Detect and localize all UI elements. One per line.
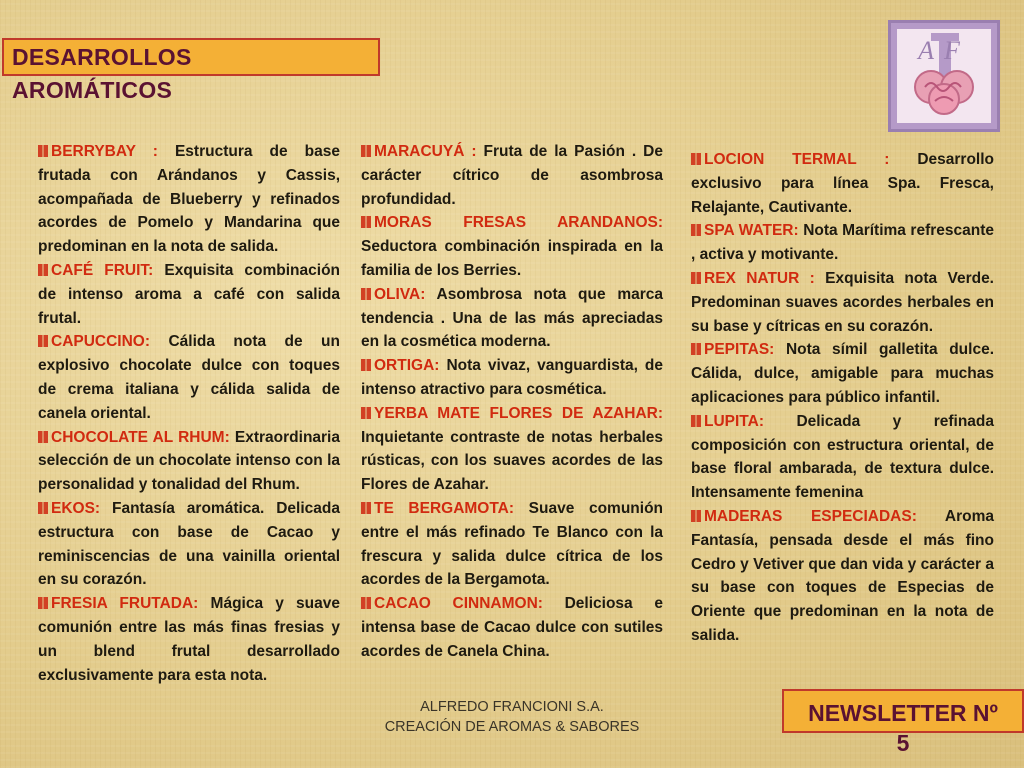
entry-desc: Estructura de base frutada con Arándanos y Cassis, acompañada de Blueberry y refinados acordes de Pomelo y Mandarina que predominan en la nota de salida.: [38, 143, 340, 256]
bullet-icon: [361, 502, 371, 514]
bullet-icon: [691, 343, 701, 355]
bullet-icon: [691, 415, 701, 427]
entry-name: CACAO CINNAMON:: [374, 595, 543, 613]
entry-desc: Nota Marítima refrescante , activa y motivante.: [691, 222, 994, 264]
entry-desc: Deliciosa e intensa base de Cacao dulce con sutiles acordes de Canela China.: [361, 595, 663, 660]
bullet-icon: [361, 597, 371, 609]
entry-desc: Asombrosa nota que marca tendencia . Una de las más apreciadas en la cosmética moderna.: [361, 285, 663, 351]
entry-desc: Extraordinaria selección de un chocolate intenso con la personalidad y tonalidad del Rhum.: [38, 428, 340, 494]
entry-yerba-mate: [361, 402, 663, 497]
entry-name: OLIVA:: [374, 285, 426, 303]
entry-name: CAPUCCINO:: [51, 333, 151, 351]
entry-name: FRESIA FRUTADA:: [51, 595, 199, 613]
entry-name: CHOCOLATE AL RHUM:: [51, 428, 230, 446]
entry-rex-natur: [691, 267, 994, 338]
bullet-icon: [38, 145, 48, 157]
entry-name: YERBA MATE FLORES DE AZAHAR:: [374, 404, 663, 422]
bullet-icon: [361, 407, 371, 419]
newsletter-label: [782, 698, 1024, 758]
entry-name: TE BERGAMOTA:: [374, 499, 515, 517]
entry-lupita: [691, 410, 994, 505]
entry-cacao-cinnamon: [361, 592, 663, 663]
entry-pepitas: [691, 338, 994, 409]
entry-desc: Delicada y refinada composición con estructura oriental, de base floral ambarada, de textura dulce. Intensamente femenina: [691, 412, 994, 502]
bullet-icon: [38, 335, 48, 347]
bullet-icon: [691, 510, 701, 522]
entry-maderas-especiadas: [691, 505, 994, 648]
entry-desc: Fruta de la Pasión . De carácter cítrico de asombrosa profundidad.: [361, 143, 663, 208]
entry-berrybay: [38, 140, 340, 259]
bullet-icon: [361, 359, 371, 371]
entry-desc: Inquietante contraste de notas herbales rústicas, con los suaves acordes de las Flores de Azahar.: [361, 428, 663, 494]
entry-moras-fresas-arandanos: [361, 211, 663, 282]
entry-desc: Nota vivaz, vanguardista, de intenso atractivo para cosmética.: [361, 357, 663, 398]
entry-name: LUPITA:: [704, 412, 764, 430]
entry-desc: Exquisita nota Verde. Predominan suaves acordes herbales en su base y cítricas en su corazón.: [691, 269, 994, 335]
bullet-icon: [691, 153, 701, 165]
entry-name: MORAS FRESAS ARANDANOS:: [374, 214, 663, 232]
newsletter-number: 5: [896, 730, 910, 756]
bullet-icon: [691, 224, 701, 236]
entry-fresia-frutada: [38, 592, 340, 687]
logo-inner: [897, 29, 991, 123]
entry-desc: Desarrollo exclusivo para línea Spa. Fresca, Relajante, Cautivante.: [691, 151, 995, 216]
company-logo: [888, 20, 1000, 132]
column-middle: [361, 140, 663, 664]
entry-chocolate-al-rhum: [38, 426, 340, 497]
page-title-line1: DESARROLLOS: [12, 44, 192, 70]
entry-maracuya: [361, 140, 663, 211]
entry-name: PEPITAS:: [704, 341, 775, 359]
footer-company: ALFREDO FRANCIONI S.A.: [420, 699, 604, 715]
entry-name: ORTIGA:: [374, 357, 440, 375]
bullet-icon: [38, 597, 48, 609]
bullet-icon: [361, 216, 371, 228]
bullet-icon: [38, 431, 48, 443]
column-right: [691, 148, 994, 648]
entry-te-bergamota: [361, 497, 663, 592]
entry-desc: Fantasía aromática. Delicada estructura con base de Cacao y reminiscencias de una vainilla oriental en su corazón.: [38, 499, 340, 589]
bullet-icon: [38, 264, 48, 276]
entry-name: MADERAS ESPECIADAS:: [704, 507, 917, 525]
bullet-icon: [691, 272, 701, 284]
entry-name: MARACUYÁ :: [374, 143, 477, 160]
entry-ortiga: [361, 354, 663, 402]
entry-desc: Mágica y suave comunión entre las más finas fresias y un blend frutal desarrollado exclusivamente para esta nota.: [38, 595, 340, 684]
entry-desc: Suave comunión entre el más refinado Te Blanco con la frescura y salida dulce cítrica de los acordes de la Bergamota.: [361, 499, 664, 589]
entry-name: REX NATUR :: [704, 269, 815, 287]
entry-desc: Exquisita combinación de intenso aroma a café con salida frutal.: [38, 261, 340, 327]
entry-oliva: [361, 283, 663, 354]
entry-desc: Nota símil galletita dulce. Cálida, dulce, amigable para muchas aplicaciones para público infantil.: [691, 341, 995, 406]
entry-desc: Aroma Fantasía, pensada desde el más fino Cedro y Vetiver que dan vida y carácter a su base con toques de Especias de Oriente que predominan en la nota de salida.: [691, 507, 995, 644]
bullet-icon: [361, 288, 371, 300]
bullet-icon: [361, 145, 371, 157]
entry-desc: Cálida nota de un explosivo chocolate dulce con toques de crema italiana y cálida salida de canela oriental.: [38, 333, 340, 422]
entry-capuccino: [38, 330, 340, 425]
rose-logo-icon: [897, 29, 991, 123]
entry-name: BERRYBAY :: [51, 143, 158, 160]
entry-desc: Seductora combinación inspirada en la familia de los Berries.: [361, 238, 663, 279]
entry-name: LOCION TERMAL :: [704, 151, 890, 168]
entry-cafe-fruit: [38, 259, 340, 330]
entry-spa-water: [691, 219, 994, 267]
logo-letters: AF: [918, 36, 970, 65]
bullet-icon: [38, 502, 48, 514]
newsletter-text: NEWSLETTER Nº: [808, 700, 998, 726]
entry-name: CAFÉ FRUIT:: [51, 261, 154, 279]
entry-name: SPA WATER:: [704, 222, 799, 240]
entry-locion-termal: [691, 148, 994, 219]
entry-name: EKOS:: [51, 499, 101, 517]
entry-ekos: [38, 497, 340, 592]
page-title-line2: AROMÁTICOS: [12, 77, 173, 103]
column-left: [38, 140, 340, 687]
footer-tagline: CREACIÓN DE AROMAS & SABORES: [384, 719, 640, 735]
